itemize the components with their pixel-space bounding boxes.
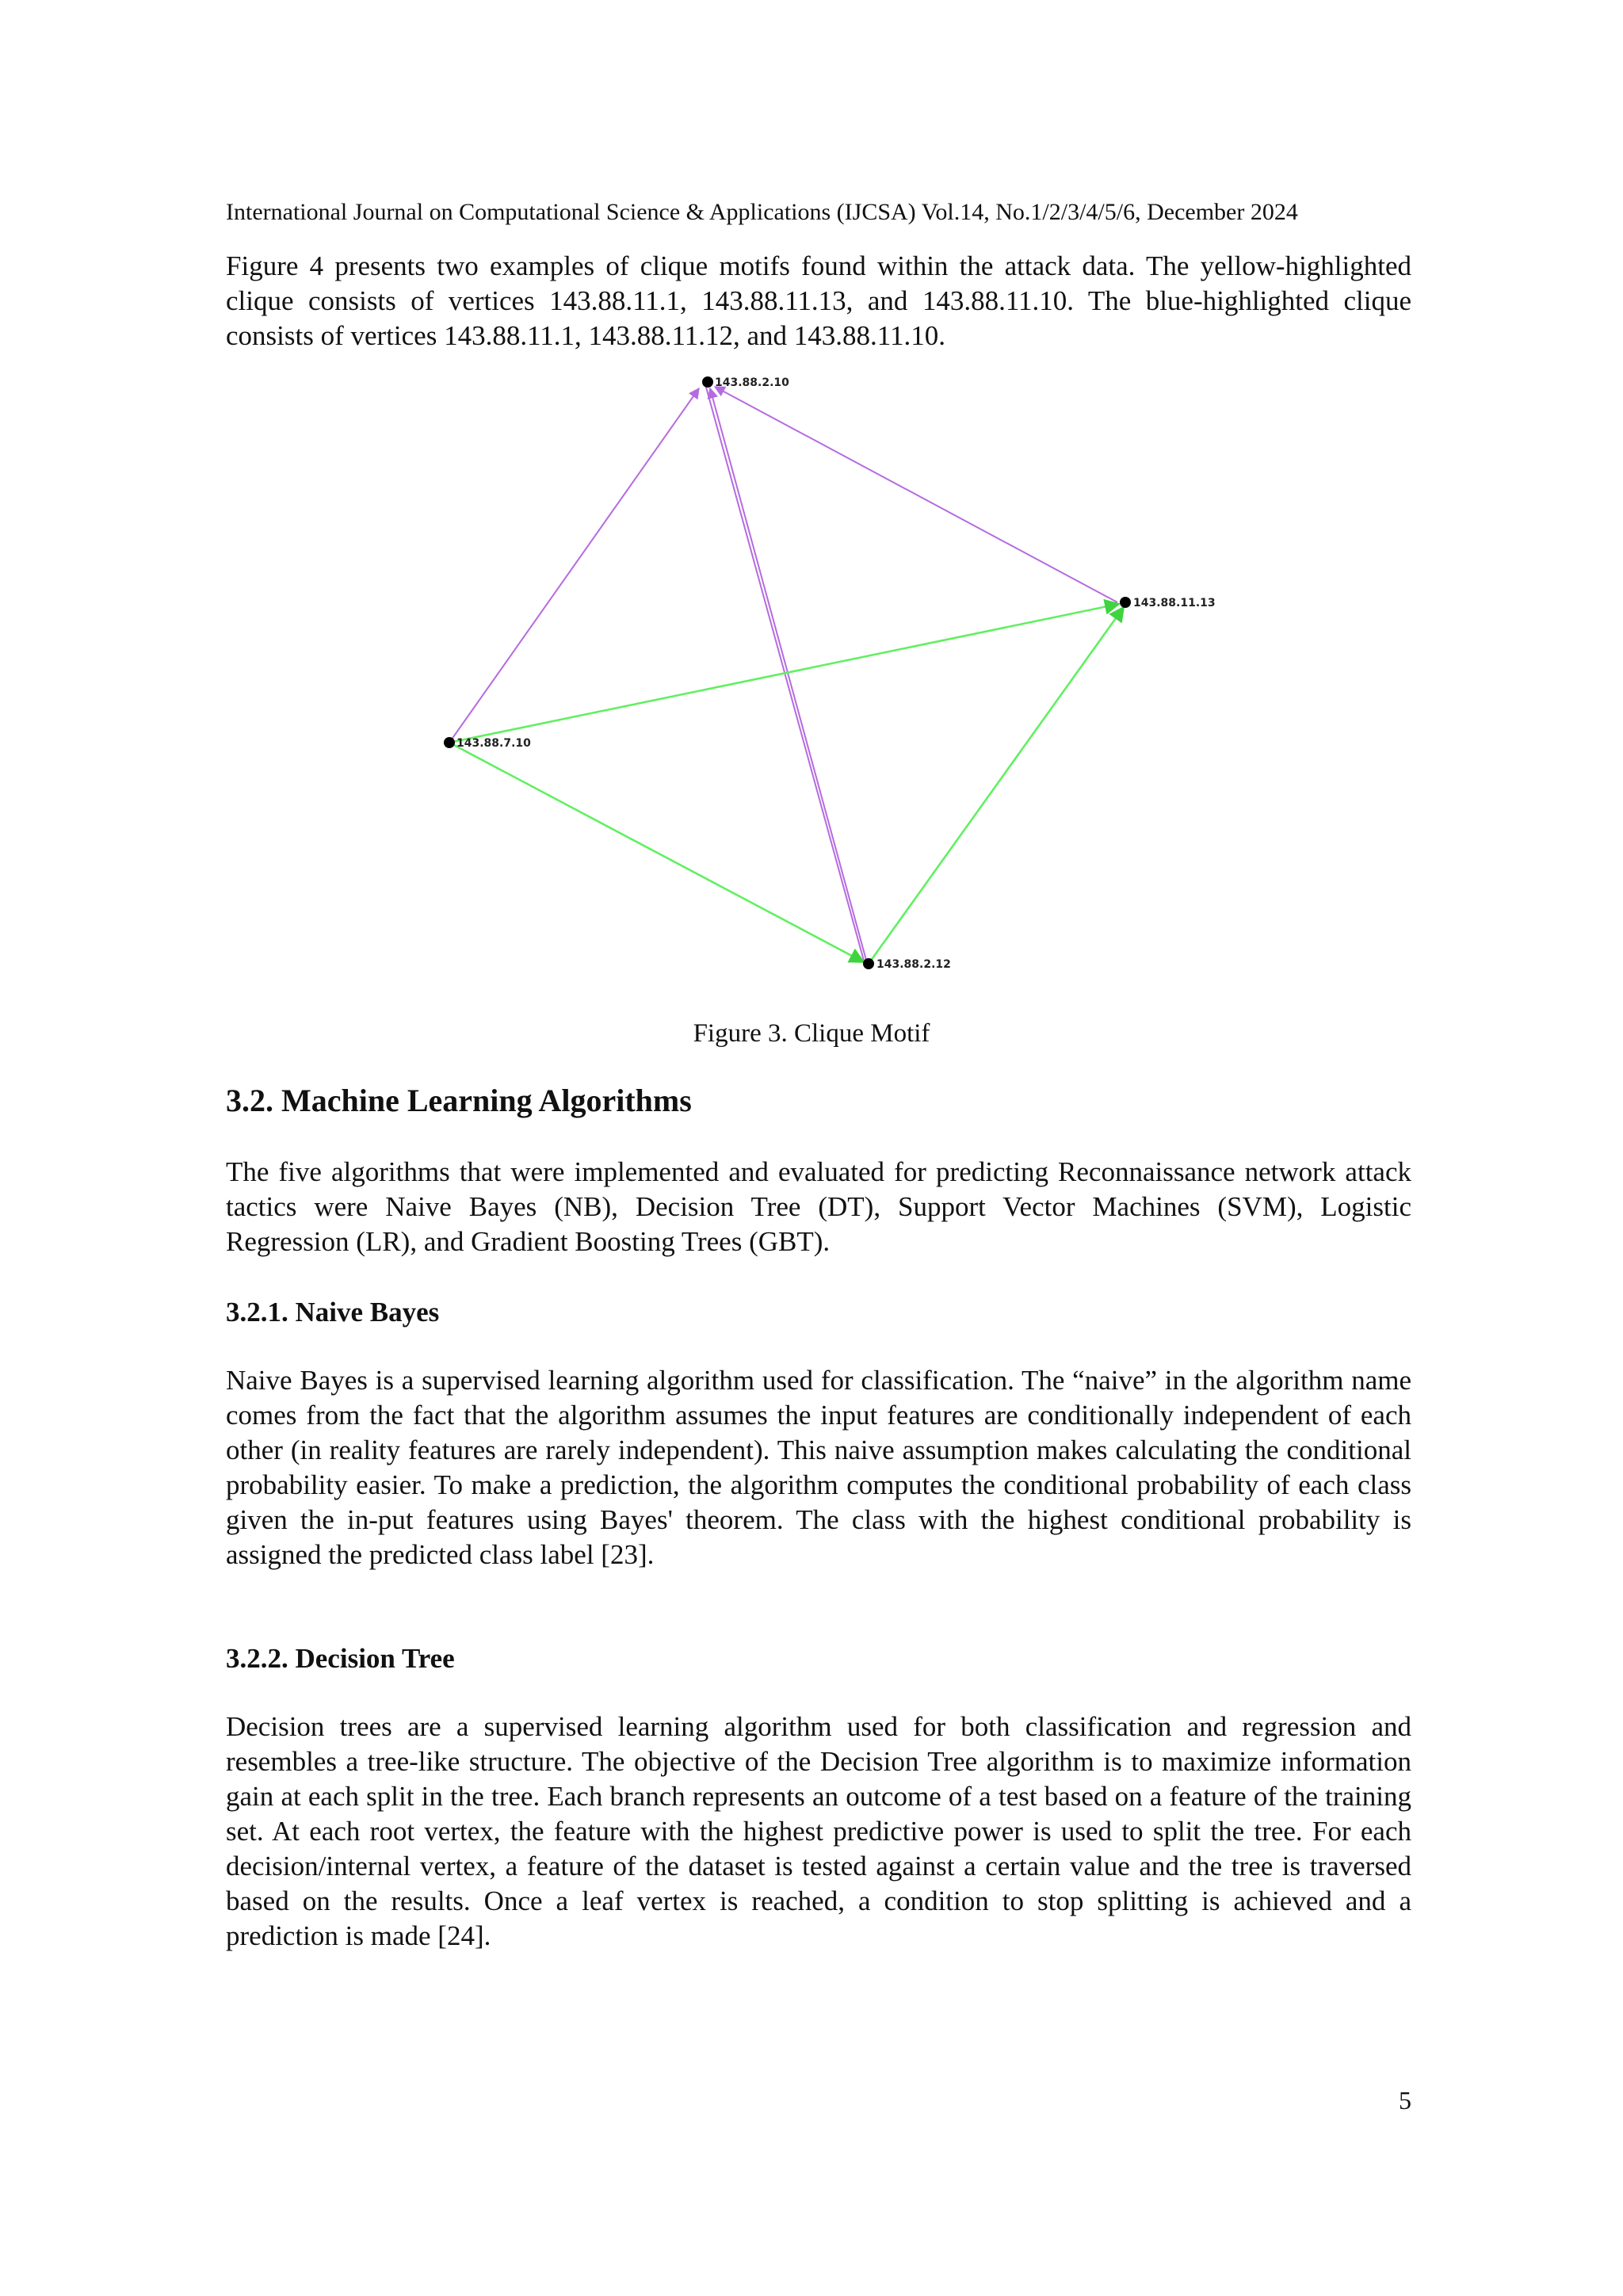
section-3-2-2-paragraph: Decision trees are a supervised learning algorithm used for both classification and regression and resembles a tree-like structure. The objective of the Decision Tree algorithm is to maximize information gain at each split in the tree. Each branch represents an outcome of a test based on a feature of the training set. At each root vertex, the feature with the highest predictive power is used to split the tree. For each decision/internal vertex, a feature of the dataset is tested against a certain value and the tree is traversed based on the results. Once a leaf vertex is reached, a condition to stop splitting is achieved and a prediction is made [24]. [226,1711,1411,1951]
node-143-88-2-10 [702,376,713,388]
section-3-2-paragraph: The five algorithms that were implemented and evaluated for predicting Reconnaissance network attack tactics were Naive Bayes (NB), Decision Tree (DT), Support Vector Machines (SVM), Logistic Regression (LR), and Gradient Boosting Trees (GBT). [226,1156,1411,1257]
section-heading-3-2: 3.2. Machine Learning Algorithms [226,1083,692,1118]
edge-11-13-to-2-10 [715,387,1117,602]
edge-2-12-to-11-13 [869,607,1124,964]
intro-paragraph: Figure 4 presents two examples of clique motifs found within the attack data. The yellow-highlighted clique consists of vertices 143.88.11.1, 143.88.11.13, and 143.88.11.10. The blue-highlighted clique consists of vertices 143.88.11.1, 143.88.11.12, and 143.88.11.10. [226,250,1411,351]
node-143-88-11-13 [1120,597,1131,608]
node-label-2-12: 143.88.2.12 [876,958,951,971]
node-label-7-10: 143.88.7.10 [456,737,531,750]
figure-caption: Figure 3. Clique Motif [693,1019,930,1048]
node-143-88-2-12 [863,958,874,969]
edge-7-10-to-2-12 [449,743,864,962]
node-label-11-13: 143.88.11.13 [1133,597,1216,609]
edge-7-10-to-2-10 [449,388,699,743]
running-header: International Journal on Computational Science & Applications (IJCSA) Vol.14, No.1/2/3/4/5/6, December 2024 [226,199,1298,225]
page-number: 5 [1399,2086,1411,2115]
edge-2-12-to-2-10 [710,388,867,963]
node-label-2-10: 143.88.2.10 [715,376,789,389]
section-heading-3-2-2: 3.2.2. Decision Tree [226,1643,455,1674]
section-heading-3-2-1: 3.2.1. Naive Bayes [226,1297,440,1328]
edge-7-10-to-11-13 [449,604,1119,743]
node-143-88-7-10 [444,737,455,748]
clique-motif-figure [0,0,1623,999]
section-3-2-1-paragraph: Naive Bayes is a supervised learning algorithm used for classification. The “naive” in the algorithm name comes from the fact that the algorithm assumes the input features are conditionally independent of each other (in reality features are rarely independent). This naive assumption makes calculating the conditional probability easier. To make a prediction, the algorithm computes the conditional probability of each class given the in-put features using Bayes' theorem. The class with the highest conditional probability is assigned the predicted class label [23]. [226,1365,1411,1570]
